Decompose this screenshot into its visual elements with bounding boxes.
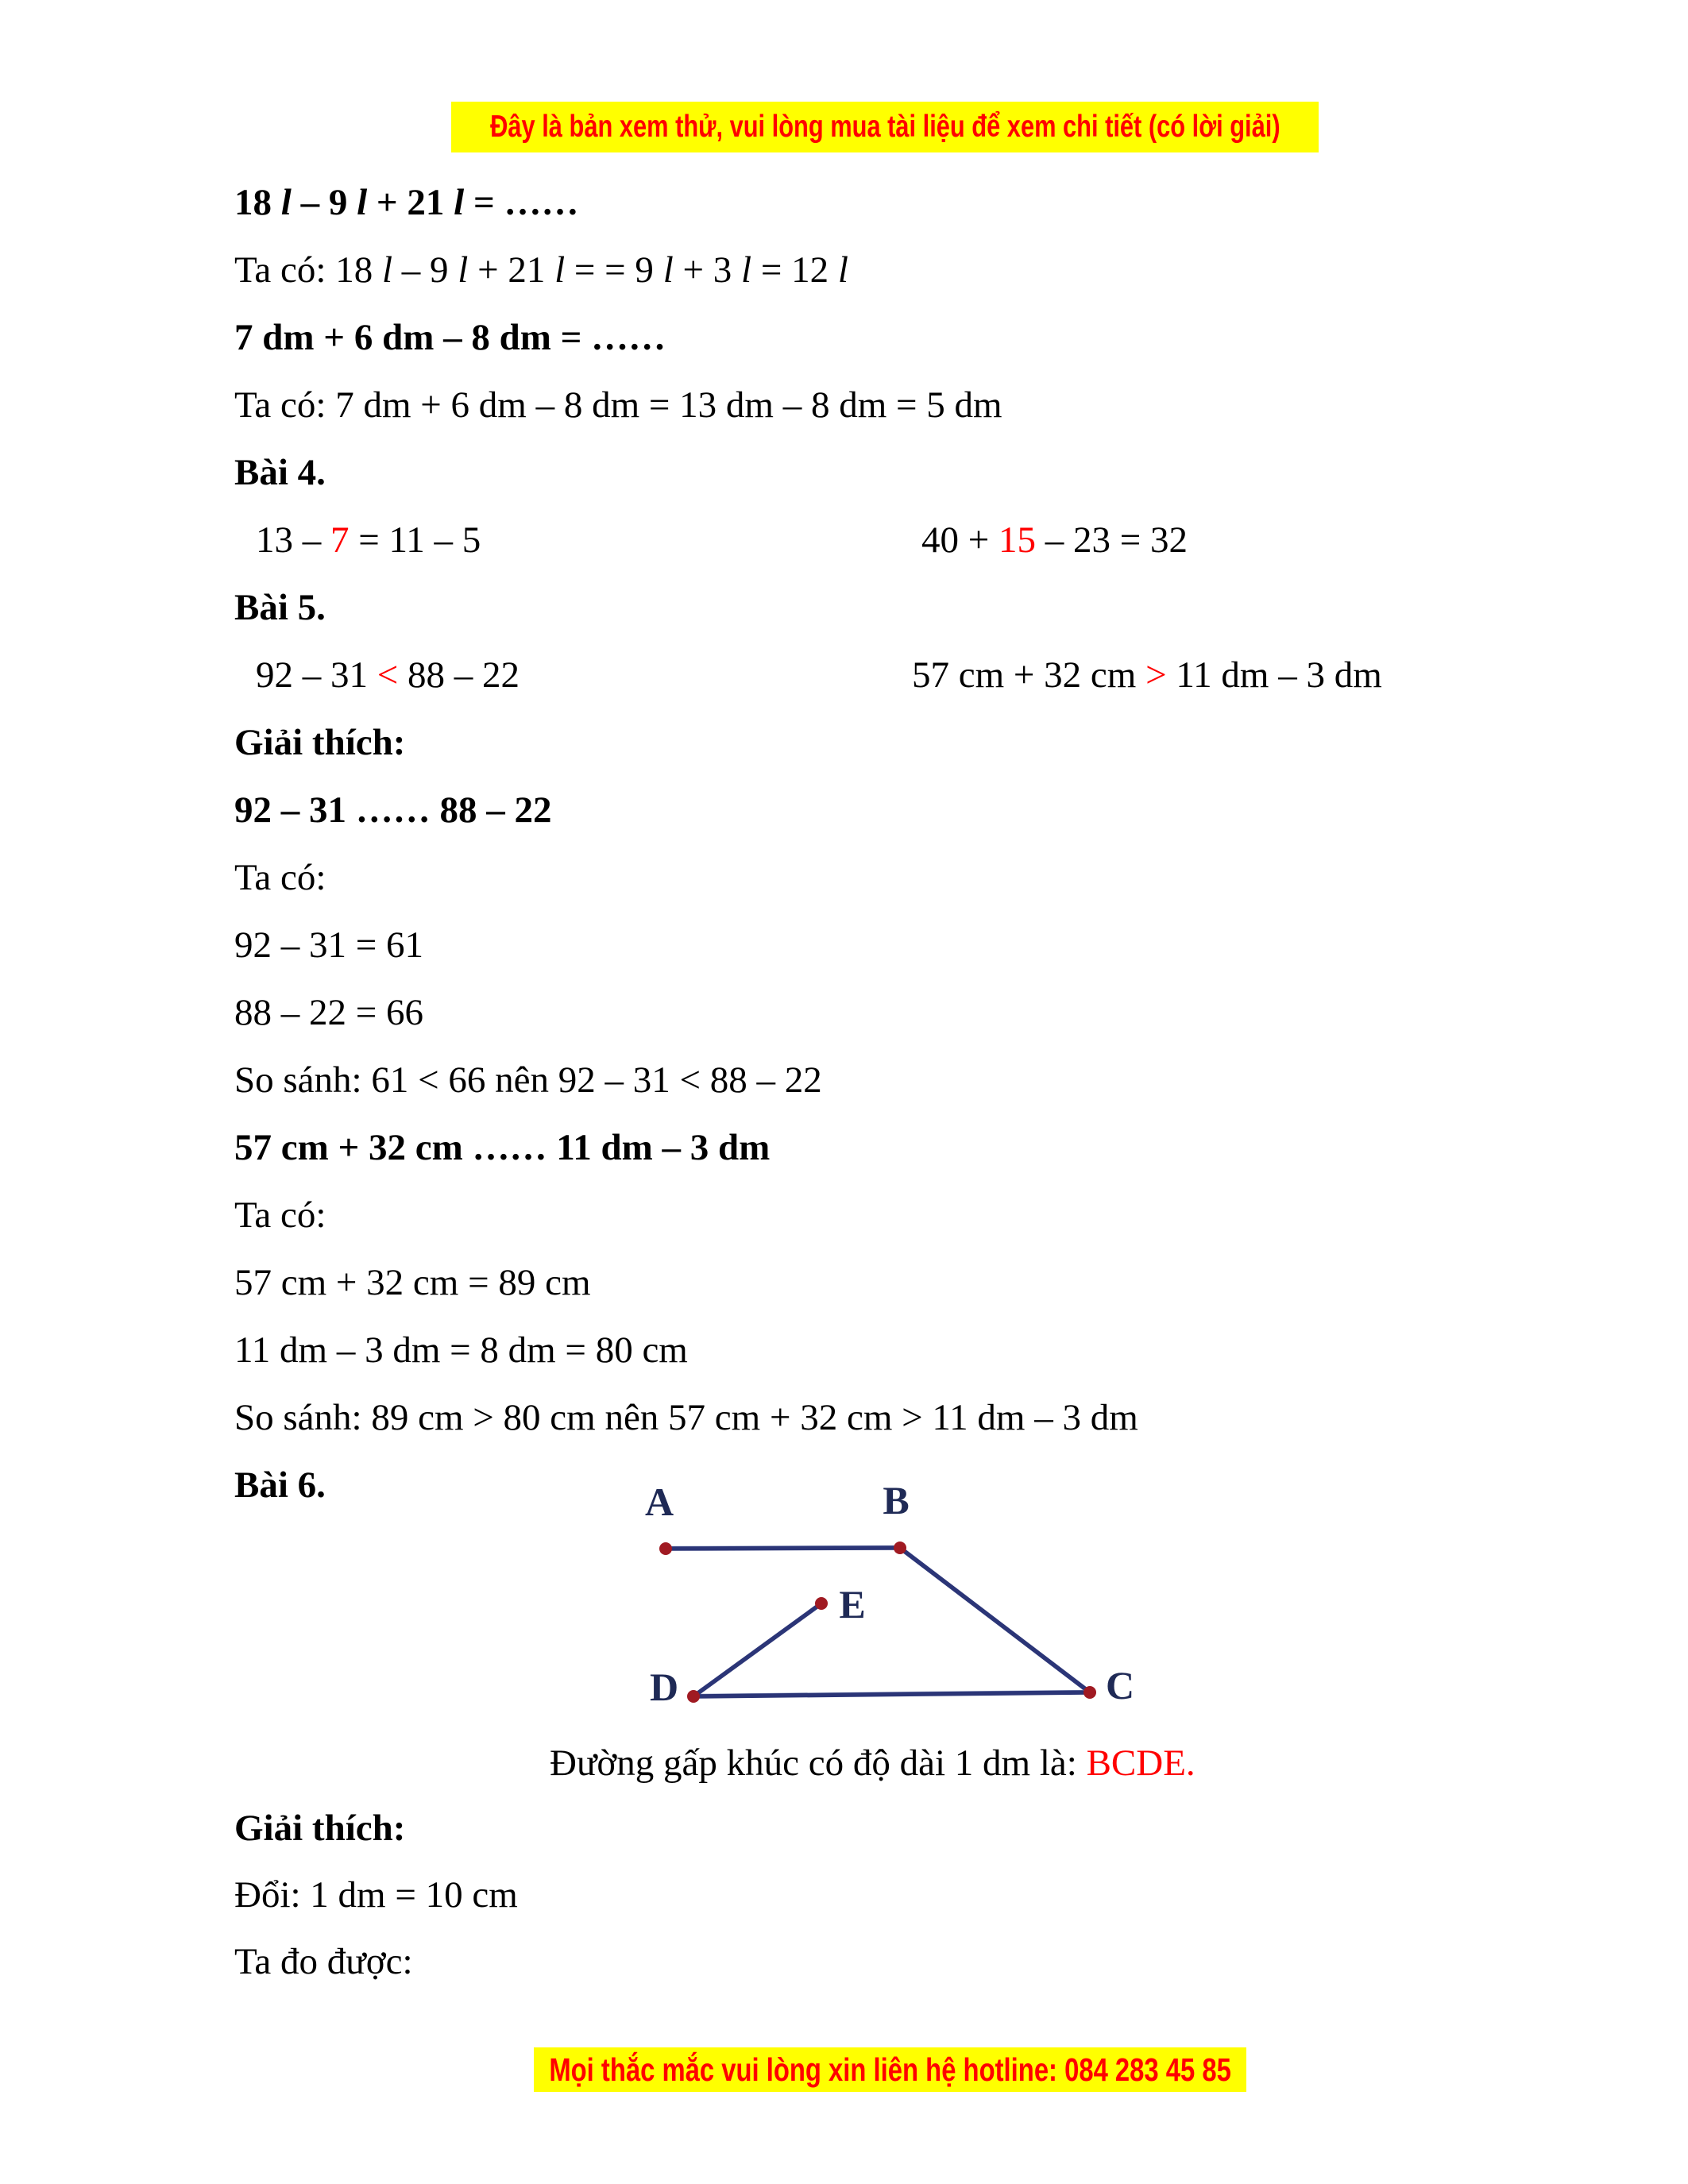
text-line: [234, 1395, 1138, 1440]
hotline-text: Mọi thắc mắc vui lòng xin liên hệ hotline: 084 283 45 85: [549, 2051, 1231, 2088]
text-run: Giải thích:: [234, 1808, 406, 1849]
text-run: 11 dm – 3 dm = 8 dm = 80 cm: [234, 1329, 688, 1371]
segment-AB: [666, 1548, 900, 1549]
text-line: [234, 1328, 688, 1372]
answer-red-text: <: [377, 654, 399, 696]
text-line: [234, 1463, 326, 1507]
point-B: [894, 1542, 906, 1554]
text-run: Giải thích:: [234, 722, 406, 763]
text-run: – 9: [392, 249, 458, 291]
text-line: [234, 990, 423, 1035]
hotline-banner: [534, 2047, 1246, 2092]
text-line: [921, 518, 1188, 562]
text-run: 92 – 31 = 61: [234, 924, 424, 966]
text-line: [256, 518, 481, 562]
text-run: Ta có: 18: [234, 249, 382, 291]
text-run: Ta có:: [234, 1194, 326, 1236]
text-run: – 23 = 32: [1036, 519, 1188, 561]
text-line: [234, 180, 579, 225]
text-run: So sánh: 61 < 66 nên 92 – 31 < 88 – 22: [234, 1059, 822, 1101]
text-run: 7 dm + 6 dm – 8 dm = ……: [234, 317, 666, 358]
point-A: [659, 1542, 672, 1555]
text-run: l: [381, 249, 393, 291]
text-line: [234, 248, 848, 292]
answer-red-text: BCDE.: [1086, 1742, 1196, 1784]
text-run: 11 dm – 3 dm: [1166, 654, 1382, 696]
text-line: [234, 855, 326, 900]
text-run: 57 cm + 32 cm = 89 cm: [234, 1262, 591, 1303]
text-run: Đường gấp khúc có độ dài 1 dm là:: [550, 1742, 1087, 1784]
text-run: – 9: [291, 182, 357, 223]
preview-watermark-banner: [451, 102, 1319, 152]
text-line: [234, 788, 552, 832]
point-D: [687, 1690, 700, 1703]
text-line: [234, 1193, 326, 1237]
text-line: [234, 1873, 518, 1917]
text-line: [234, 720, 405, 765]
text-line: [234, 1260, 591, 1305]
text-run: l: [741, 249, 752, 291]
text-line: [234, 585, 326, 630]
point-E: [815, 1597, 828, 1610]
text-run: = = 9: [565, 249, 663, 291]
text-run: 88 – 22 = 66: [234, 992, 424, 1033]
segment-DE: [693, 1603, 821, 1696]
text-line: [234, 315, 666, 360]
text-line: [234, 1058, 822, 1102]
text-run: Ta đo được:: [234, 1941, 413, 1982]
text-line: [234, 450, 326, 495]
answer-red-text: 7: [330, 519, 350, 561]
text-run: 57 cm + 32 cm …… 11 dm – 3 dm: [234, 1127, 771, 1168]
text-line: [550, 1741, 1196, 1785]
preview-watermark-text: Đây là bản xem thử, vui lòng mua tài liệu để xem chi tiết (có lời giải): [489, 110, 1280, 144]
text-run: Ta có:: [234, 857, 326, 898]
text-run: Đổi: 1 dm = 10 cm: [234, 1874, 518, 1916]
text-run: 18: [234, 182, 281, 223]
text-run: l: [837, 249, 848, 291]
text-run: l: [454, 182, 465, 223]
text-run: Bài 5.: [234, 587, 326, 628]
label-D: D: [649, 1665, 679, 1709]
text-line: [234, 923, 423, 967]
text-run: = 12: [751, 249, 838, 291]
text-line: [234, 1806, 405, 1850]
text-line: [234, 1125, 770, 1170]
segment-BC: [900, 1548, 1090, 1692]
text-run: l: [357, 182, 368, 223]
segment-CD: [693, 1692, 1090, 1696]
text-run: + 21: [468, 249, 555, 291]
text-run: 92 – 31: [256, 654, 377, 696]
text-run: 57 cm + 32 cm: [912, 654, 1146, 696]
text-run: Bài 6.: [234, 1464, 326, 1506]
text-run: 88 – 22: [398, 654, 520, 696]
text-run: = ……: [464, 182, 579, 223]
label-B: B: [883, 1478, 910, 1522]
label-E: E: [839, 1582, 866, 1626]
text-run: 40 +: [921, 519, 999, 561]
text-run: Ta có: 7 dm + 6 dm – 8 dm = 13 dm – 8 dm = 5 dm: [234, 384, 1002, 426]
text-line: [234, 383, 1002, 427]
polyline-figure: [604, 1469, 1176, 1723]
text-run: l: [662, 249, 674, 291]
text-run: + 3: [673, 249, 742, 291]
text-run: Bài 4.: [234, 452, 326, 493]
text-run: 92 – 31 …… 88 – 22: [234, 789, 552, 831]
text-run: l: [458, 249, 469, 291]
text-line: [256, 653, 520, 697]
text-line: [234, 1939, 413, 1984]
text-run: l: [554, 249, 566, 291]
point-C: [1083, 1686, 1096, 1699]
label-A: A: [644, 1480, 674, 1524]
text-run: 13 –: [256, 519, 330, 561]
answer-red-text: 15: [999, 519, 1037, 561]
text-line: [912, 653, 1382, 697]
text-run: l: [280, 182, 292, 223]
text-run: = 11 – 5: [349, 519, 481, 561]
text-run: + 21: [367, 182, 454, 223]
text-run: So sánh: 89 cm > 80 cm nên 57 cm + 32 cm > 11 dm – 3 dm: [234, 1397, 1138, 1438]
answer-red-text: >: [1145, 654, 1167, 696]
label-C: C: [1105, 1663, 1135, 1707]
